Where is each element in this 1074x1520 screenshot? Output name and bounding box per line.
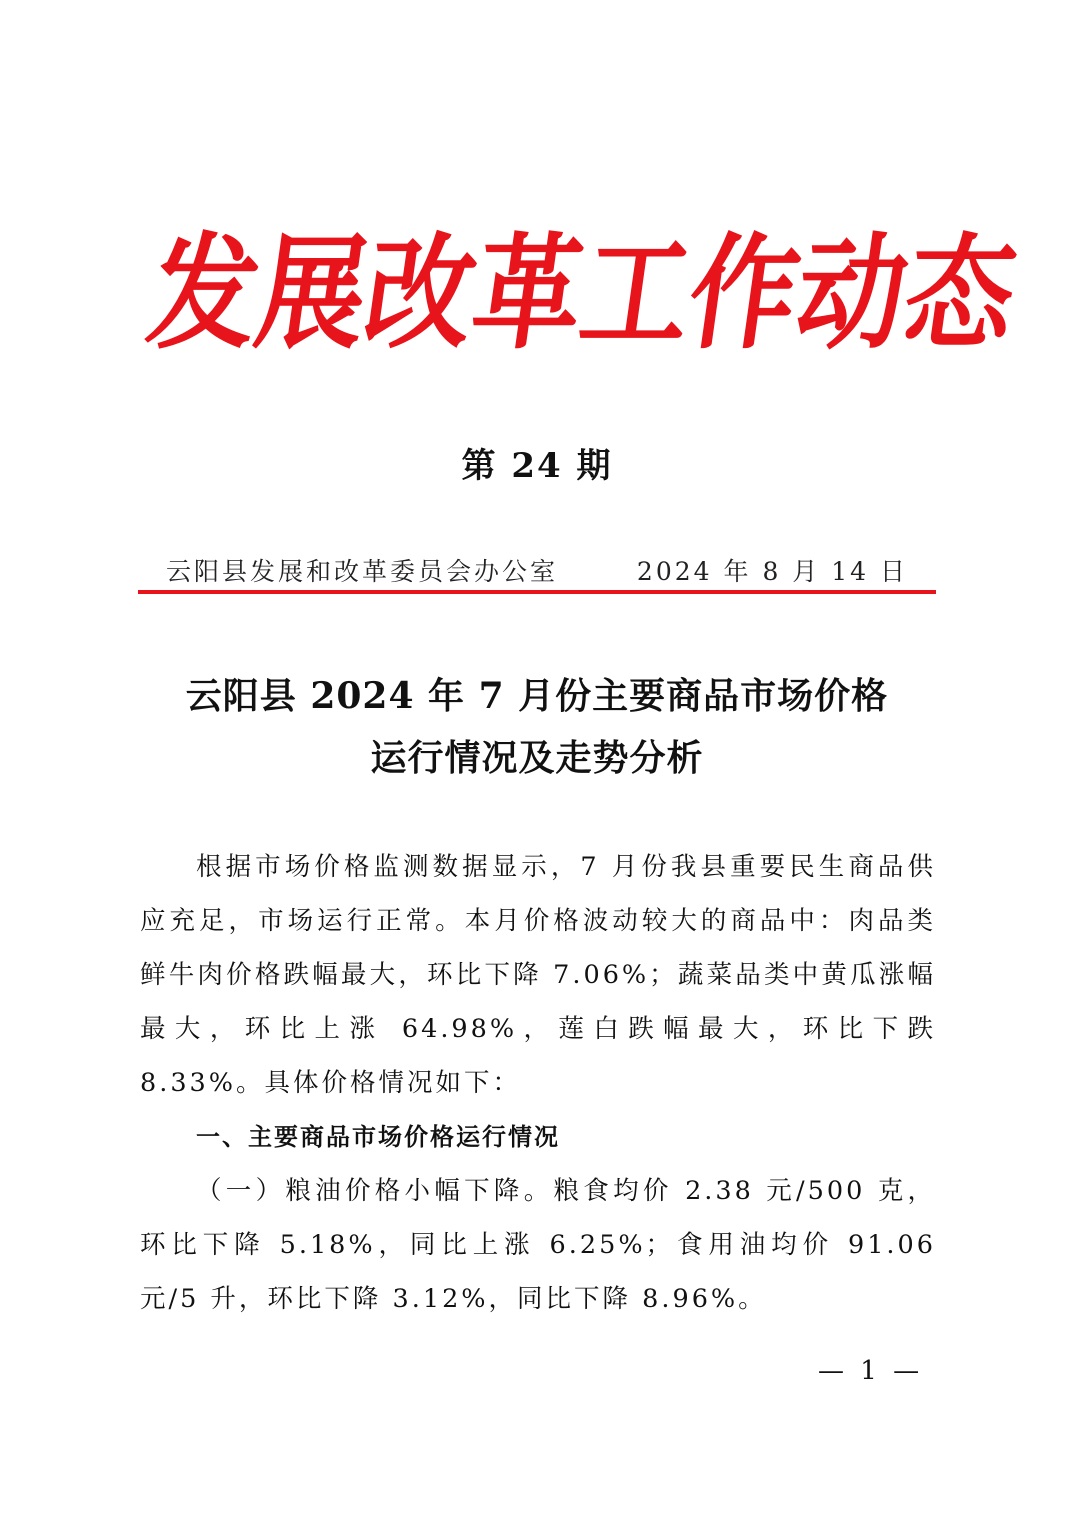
section-paragraph: （一）粮油价格小幅下降。粮食均价 2.38 元/500 克，环比下降 5.18%，同比上涨 6.25%；食用油均价 91.06 元/5 升，环比下降 3.12%，同比下降 8.96%。 — [140, 1176, 936, 1314]
document-title-line-1: 云阳县 2024 年 7 月份主要商品市场价格 — [185, 675, 889, 717]
section-heading: 一、主要商品市场价格运行情况 — [196, 1123, 560, 1151]
masthead-char: 革 — [464, 222, 593, 367]
masthead-char: 工 — [572, 222, 701, 367]
document-body — [140, 840, 936, 1326]
issuer-row — [166, 552, 908, 588]
page-number: — 1 — — [818, 1356, 924, 1386]
masthead-char: 发 — [139, 222, 269, 367]
issuing-office: 云阳县发展和改革委员会办公室 — [166, 557, 559, 586]
issue-number: 第 24 期 — [461, 446, 613, 486]
masthead-char: 展 — [247, 222, 377, 367]
masthead-title — [139, 205, 1025, 385]
intro-paragraph: 根据市场价格监测数据显示，7 月份我县重要民生商品供应充足，市场运行正常。本月价格波动较大的商品中：肉品类鲜牛肉价格跌幅最大，环比下降 7.06%；蔬菜品类中黄瓜涨幅最大，环比上涨 64.98%，莲白跌幅最大，环比下跌 8.33%。具体价格情况如下： — [140, 852, 936, 1098]
masthead-char: 动 — [788, 222, 917, 367]
masthead-char: 改 — [356, 222, 485, 367]
masthead-char: 态 — [896, 222, 1025, 367]
issue-date: 2024 年 8 月 14 日 — [636, 557, 908, 586]
red-divider — [138, 590, 936, 594]
masthead-char: 作 — [680, 222, 809, 367]
document-title-line-2: 运行情况及走势分析 — [370, 737, 704, 779]
